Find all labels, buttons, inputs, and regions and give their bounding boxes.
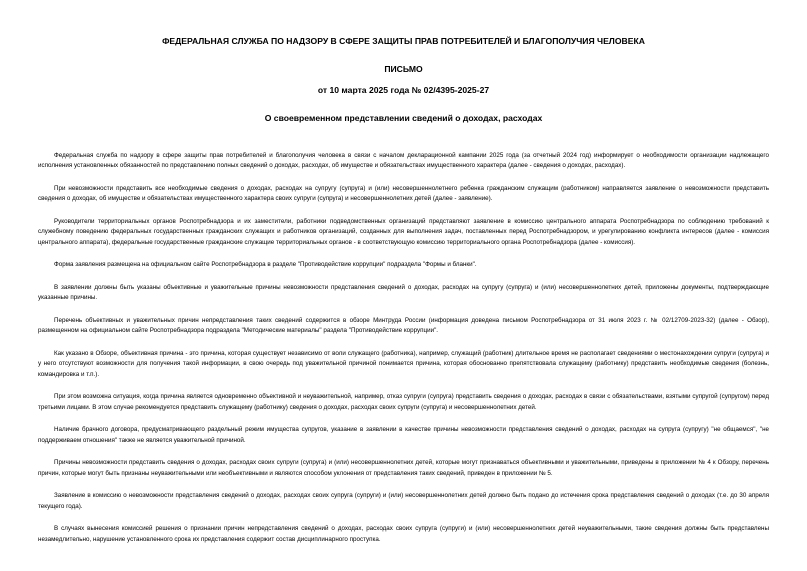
document-type: ПИСЬМО — [384, 64, 423, 74]
agency-name: ФЕДЕРАЛЬНАЯ СЛУЖБА ПО НАДЗОРУ В СФЕРЕ ЗАЩИТЫ ПРАВ ПОТРЕБИТЕЛЕЙ И БЛАГОПОЛУЧИЯ ЧЕЛОВЕКА — [162, 36, 645, 46]
paragraph: Руководители территориальных органов Роспотребнадзора и их заместители, работники подведомственных организаций представляют заявление в комиссию центрального аппарата Роспотребнадзора по соблюдению требований к служебному поведению федеральных государственных гражданских служащих и работников организаций, созданных для выполнения задач, поставленных перед Роспотребнадзором, и урегулированию конфликта интересов (далее - комиссия центрального аппарата), федеральные государственные гражданские служащие территориальных органов - в соответствующую комиссию территориального органа Роспотребнадзора (далее - комиссия). — [38, 218, 769, 246]
document-body — [38, 151, 769, 545]
paragraph: В случаях вынесения комиссией решения о признании причин непредставления сведений о доходах, расходах своих супруга (супруги) и (или) несовершеннолетних детей неуважительными, такие сведения должны быть представлены незамедлительно, нарушение установленного срока их представления содержит состав дисциплинарного проступка. — [38, 525, 769, 543]
paragraph: Форма заявления размещена на официальном сайте Роспотребнадзора в разделе "Противодействие коррупции" подраздела "Формы и бланки". — [54, 261, 477, 269]
paragraph: Заявление в комиссию о невозможности представления сведений о доходах, расходах своих супруга (супруги) и (или) несовершеннолетних детей должно быть подано до истечения срока представления сведений о доходах (т.е. до 30 апреля текущего года). — [38, 492, 769, 510]
paragraph: В заявлении должны быть указаны объективные и уважительные причины невозможности представления сведений о доходах, расходах на супругу (супруга) и (или) несовершеннолетних детей, приложены документы, подтверждающие указанные причины. — [38, 284, 769, 302]
paragraph: Перечень объективных и уважительных причин непредставления таких сведений содержится в обзоре Минтруда России (информация доведена письмом Роспотребнадзора от 31 июля 2023 г. № 02/12709-2023-32) (далее - Обзор), размещенном на официальном сайте Роспотребнадзора подраздела "Методические материалы" раздела "Противодействие коррупции". — [38, 317, 769, 335]
paragraph: Причины невозможности представить сведения о доходах, расходах своих супруги (супруга) и (или) несовершеннолетних детей, которые могут признаваться объективными и уважительными, приведены в приложении № 4 к Обзору, перечень причин, которые могут быть признаны неуважительными или необъективными и являются способом уклонения от представления таких сведений, приведен в приложении № 5. — [38, 459, 769, 477]
paragraph: Наличие брачного договора, предусматривающего раздельный режим имущества супругов, указание в заявлении в качестве причины невозможности представления сведений о доходах, расходах на супруга (супругу) "не общаемся", "не поддерживаем отношения" также не является уважительной причиной. — [38, 426, 769, 444]
paragraph: При этом возможна ситуация, когда причина является одновременно объективной и неуважительной, например, отказ супруги (супруга) представить сведения о доходах, расходах в связи с обязательствами, взятыми супругой (супругом) перед третьими лицами. В этом случае рекомендуется представить служащему (работнику) сведения о доходах, расходах своих супруги (супруга) и несовершеннолетних детей. — [38, 393, 769, 411]
paragraph: Федеральная служба по надзору в сфере защиты прав потребителей и благополучия человека в связи с началом декларационной кампании 2025 года (за отчетный 2024 год) информирует о необходимости организации надлежащего исполнения установленных обязанностей по представлению полных сведений о доходах, расходах, об имуществе и обязательствах имущественного характера (далее - сведения о доходах, расходах). — [38, 152, 769, 170]
paragraph: При невозможности представить все необходимые сведения о доходах, расходах на супругу (супруга) и (или) несовершеннолетнего ребенка гражданским служащим (работником) направляется заявление о невозможности представить сведения о доходах, об имуществе и обязательствах имущественного характера своих супруги (супруга) и несовершеннолетних детей (далее - заявление). — [38, 185, 769, 203]
document-date-number: от 10 марта 2025 года № 02/4395-2025-27 — [317, 85, 490, 95]
document-subject: О своевременном представлении сведений о доходах, расходах — [264, 113, 543, 123]
paragraph: Как указано в Обзоре, объективная причина - это причина, которая существует независимо от воли служащего (работника), например, служащий (работник) длительное время не располагает сведениями о местонахождении супруги (супруга) и у него отсутствуют возможности для получения такой информации, в свою очередь под уважительной причиной понимается причина, которая обоснованно препятствовала служащему (работнику) представить необходимые сведения (болезнь, командировка и т.п.). — [38, 350, 769, 378]
